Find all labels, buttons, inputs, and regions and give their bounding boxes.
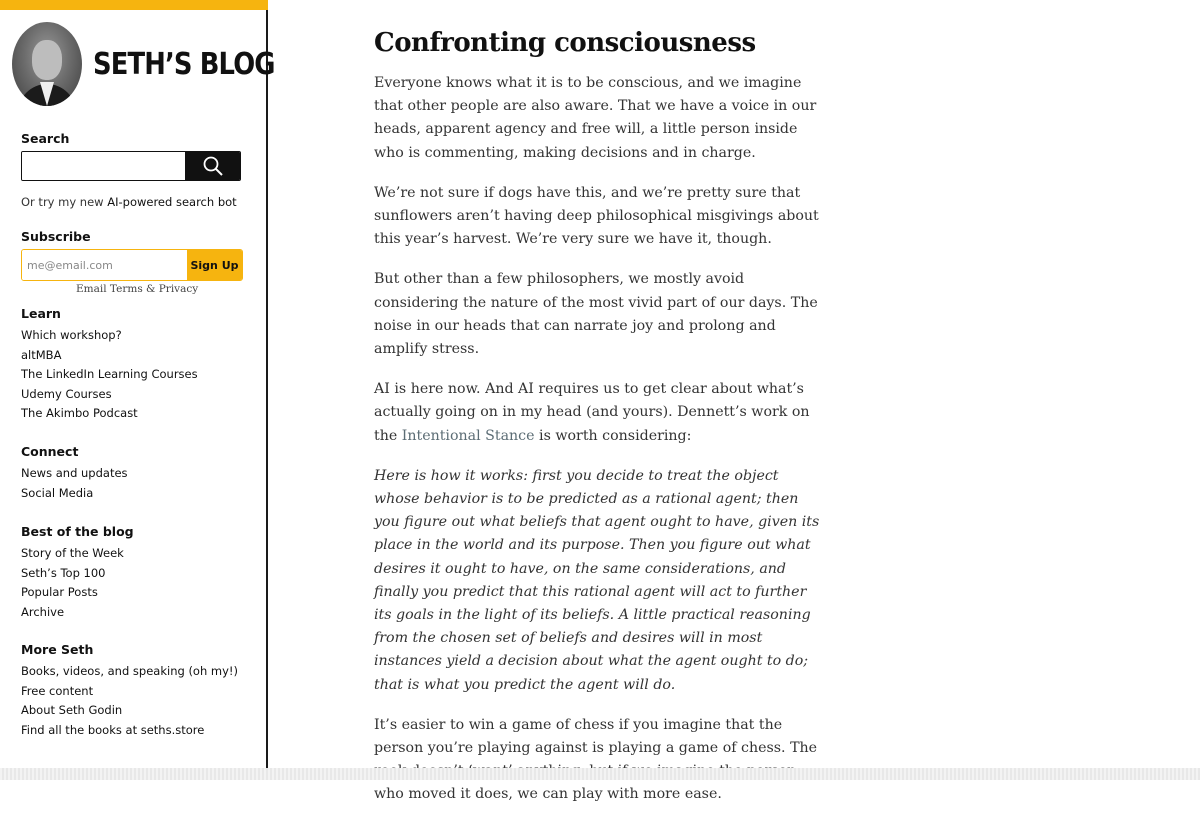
privacy-link[interactable]: Privacy <box>158 283 199 295</box>
nav-item-seths-store[interactable]: Find all the books at seths.store <box>21 722 205 737</box>
nav-item-about[interactable]: About Seth Godin <box>21 703 123 717</box>
sidebar <box>0 0 275 780</box>
intentional-stance-link[interactable]: Intentional Stance <box>401 427 535 444</box>
nav-item-akimbo-podcast[interactable]: The Akimbo Podcast <box>21 406 138 420</box>
nav-item-altmba[interactable]: altMBA <box>21 347 62 362</box>
terms-separator: & <box>142 283 159 295</box>
nav-item-story-of-week[interactable]: Story of the Week <box>21 546 124 560</box>
ai-search-prefix: Or try my new <box>21 195 108 209</box>
nav-item-archive[interactable]: Archive <box>21 604 65 619</box>
search-form <box>21 151 241 181</box>
article <box>374 28 824 824</box>
bottom-edge <box>0 768 1200 780</box>
nav-item-udemy-courses[interactable]: Udemy Courses <box>21 386 112 401</box>
nav-item-popular-posts[interactable]: Popular Posts <box>21 585 98 599</box>
ai-search-line <box>21 195 237 209</box>
article-quote: Here is how it works: first you decide to treat the object whose behavior is to be predicted as a rational agent; then you figure out what beliefs that agent ought to have, given its place in the world and its purpose. Then you figure out what desires it ought to have, on the same considerations, and finally you predict that this rational agent will act to further its goals in the light of its beliefs. A little practical reasoning from the chosen set of beliefs and desires will in most instances yield a decision about what the agent ought to do; that is what you predict the agent will do. <box>374 467 820 693</box>
nav-item-social-media[interactable]: Social Media <box>21 485 94 500</box>
nav-heading-learn: Learn <box>21 306 61 321</box>
article-title: Confronting consciousness <box>374 28 756 58</box>
nav-group-more <box>21 642 238 740</box>
article-paragraph <box>374 378 824 448</box>
email-terms-link[interactable]: Email Terms <box>76 283 143 295</box>
search-icon <box>202 155 224 177</box>
article-paragraph: It’s easier to win a game of chess if you imagine that the person you’re playing against is playing a game of chess. The who moved it does, we can play with more ease. <box>374 716 818 803</box>
nav-item-which-workshop[interactable]: Which workshop? <box>21 328 122 342</box>
nav-group-learn <box>21 306 198 424</box>
nav-item-linkedin-courses[interactable]: The LinkedIn Learning Courses <box>21 367 198 381</box>
subscribe-form <box>21 249 243 281</box>
ai-search-link[interactable]: AI-powered search bot <box>107 195 237 209</box>
sign-up-button[interactable]: Sign Up <box>187 250 242 280</box>
search-input[interactable] <box>22 152 185 180</box>
nav-item-news[interactable]: News and updates <box>21 466 128 480</box>
nav-heading-best: Best of the blog <box>21 524 134 539</box>
nav-item-free-content[interactable]: Free content <box>21 683 94 698</box>
article-paragraph: We’re not sure if dogs have this, and we’re pretty sure that sunflowers aren’t having deep philosophical misgivings about this year’s harvest. We’re very sure we have it, though. <box>374 184 819 248</box>
nav-heading-connect: Connect <box>21 444 79 459</box>
article-text: is worth considering: <box>534 427 692 444</box>
brand-logo[interactable] <box>12 22 304 106</box>
nav-item-books-videos[interactable]: Books, videos, and speaking (oh my!) <box>21 664 239 678</box>
avatar <box>12 22 82 106</box>
search-button[interactable] <box>185 152 240 180</box>
article-paragraph: Everyone knows what it is to be conscious, and we imagine that other people are also aware. That we have a voice in our heads, apparent agency and free will, a little person inside who is commenting, making decisions and in charge. <box>374 75 817 161</box>
subscribe-terms <box>76 283 198 295</box>
article-paragraph: But other than a few philosophers, we mostly avoid considering the nature of the most vivid part of our days. The noise in our heads that can narrate joy and prolong and amplify stress. <box>374 271 818 358</box>
subscribe-heading: Subscribe <box>21 229 91 244</box>
search-heading: Search <box>21 131 70 146</box>
top-accent-bar <box>0 0 268 10</box>
email-field[interactable] <box>22 250 187 280</box>
site-title[interactable]: SETH’S BLOG <box>93 46 275 82</box>
article-text: AI is here now. And AI requires us to get clear about what’s actually going on in my head (and yours). Dennett’s work on the <box>374 381 810 444</box>
nav-group-best <box>21 524 134 622</box>
nav-heading-more: More Seth <box>21 642 94 657</box>
nav-item-top-100[interactable]: Seth’s Top 100 <box>21 565 106 580</box>
nav-group-connect <box>21 444 128 503</box>
